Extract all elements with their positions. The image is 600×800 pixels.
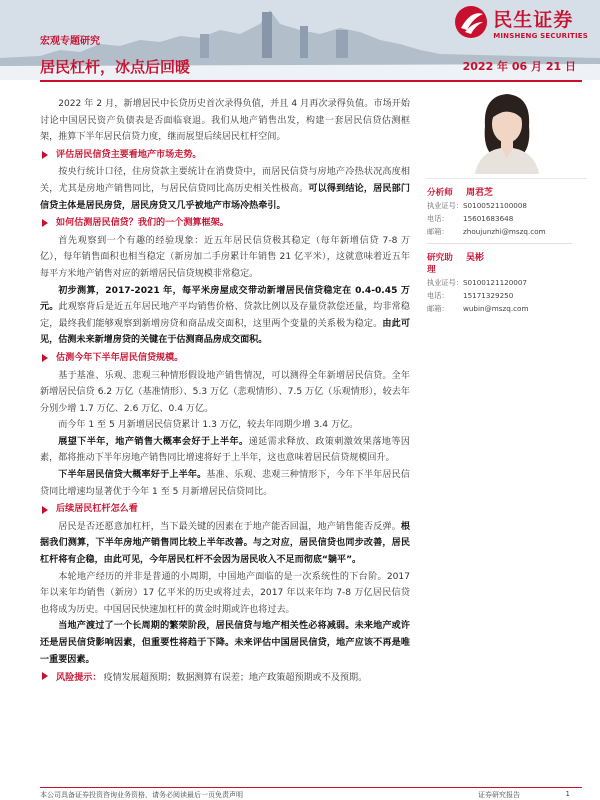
triangle-bullet-icon bbox=[42, 354, 48, 362]
triangle-bullet-icon bbox=[42, 506, 48, 514]
section-4-paragraph-3: 当地产渡过了一个长周期的繁荣阶段，居民信贷与地产相关性必将减弱。未来地产或许还是居民信贷影响因素，但重要性将趋于下降。未来评估中国居民信贷，地产应该不再是唯一重要因素。 bbox=[40, 621, 410, 665]
analyst-portrait-icon bbox=[451, 86, 563, 174]
report-title: 居民杠杆，冰点后回暖 bbox=[40, 58, 191, 76]
section-heading-3: 估测今年下半年居民信贷规模。 bbox=[40, 350, 410, 367]
assistant-name: 吴彬 bbox=[466, 253, 485, 263]
triangle-bullet-icon bbox=[42, 219, 48, 227]
email-label: 邮箱： bbox=[427, 304, 449, 313]
intro-paragraph: 2022 年 2 月，新增居民中长贷历史首次录得负值，并且 4 月再次录得负值。市场开始讨论中国居民资产负债表是否面临衰退。我们从地产销售出发，构建一套居民信贷估测框架，推算下半年居民信贷力度，继而展望后续居民杠杆空间。 bbox=[40, 99, 410, 143]
section-heading-4: 后续居民杠杆怎么看 bbox=[40, 501, 410, 518]
risk-warning bbox=[40, 670, 410, 687]
header-banner bbox=[0, 0, 600, 80]
page-number: 1 bbox=[565, 790, 570, 798]
cert-label: 执业证号： bbox=[427, 201, 463, 210]
section-2-paragraph-1: 首先观察到一个有趣的经验现象：近五年居民信贷极其稳定（每年新增信贷 7-8 万亿），每年销售面积也相当稳定（新房加二手房累计年销售 21 亿平米），这就意味着近五年每平方米地产销售对应的新增居民信贷规模非常稳定。 bbox=[40, 235, 410, 279]
footer-disclaimer: 本公司具备证券投资咨询业务资格，请务必阅读最后一页免责声明 bbox=[40, 791, 243, 799]
brand-name-en: MINSHENG SECURITIES bbox=[493, 31, 588, 40]
phone-label: 电话： bbox=[427, 291, 449, 300]
phone-label: 电话： bbox=[427, 214, 449, 223]
author-sidebar bbox=[427, 86, 587, 317]
section-1-paragraph: 按央行统计口径，住房贷款主要统计在消费贷中，而居民信贷与房地产冷热状况高度相关，尤其是房地产销售同比，与居民信贷同比高历史相关性极高。可以得到结论，居民部门信贷主体是居民房贷，居民房贷又几乎被地产市场冷热牵引。 bbox=[40, 167, 410, 211]
section-4-paragraph-2: 本轮地产经历的并非是普通的小周期，中国地产面临的是一次系统性的下台阶。2017 年以来年均销售（新房）17 亿平米的历史或将过去，2017 年以来年均 7-8 万亿居民信贷也将成为历史。中国居民快速加杠杆的黄金时期或许也将过去。 bbox=[40, 571, 410, 615]
assistant-cert: S0100121120007 bbox=[463, 278, 528, 287]
brand-name-cn: 民生证券 bbox=[493, 8, 574, 31]
triangle-bullet-icon bbox=[42, 151, 48, 159]
analyst-info bbox=[427, 178, 587, 237]
header-divider bbox=[40, 80, 582, 82]
analyst-photo bbox=[451, 86, 563, 174]
risk-text: 疫情发展超预期；数据测算有误差；地产政策超预期或不及预期。 bbox=[103, 673, 368, 684]
section-3-paragraph-4: 下半年居民信贷大概率好于上半年。基准、乐观、悲观三种情形下，今年下半年居民信贷同比增速均显著优于今年 1 至 5 月新增居民信贷同比。 bbox=[40, 470, 410, 497]
sidebar-divider bbox=[427, 243, 572, 244]
minsheng-logo-mark-icon bbox=[453, 4, 489, 40]
footer-divider bbox=[40, 787, 582, 788]
report-type: 宏观专题研究 bbox=[40, 36, 100, 47]
email-label: 邮箱： bbox=[427, 227, 449, 236]
section-heading-1: 评估居民信贷主要看地产市场走势。 bbox=[40, 147, 410, 164]
assistant-info bbox=[427, 250, 587, 314]
section-heading-2: 如何估测居民信贷？我们的一个测算框架。 bbox=[40, 215, 410, 232]
assistant-phone: 15171329250 bbox=[463, 291, 514, 300]
section-2-paragraph-2: 初步测算，2017-2021 年，每平米房屋成交带动新增居民信贷稳定在 0.4-0.45 万元。此观察背后是近五年居民地产平均销售价格、贷款比例以及存量贷款偿还量，均非常稳定，最终我们能够观察到新增房贷和商品成交面积，这里两个变量的关系极为稳定。由此可见，估测未来新增房贷的关键在于估测商品房成交面积。 bbox=[40, 285, 410, 346]
analyst-email[interactable]: zhoujunzhi@mszq.com bbox=[463, 227, 546, 236]
assistant-role: 研究助理 bbox=[427, 253, 453, 275]
section-4-paragraph-1: 居民是否还愿意加杠杆，当下最关键的因素在于地产能否回温，地产销售能否反弹。根据我们测算，下半年房地产销售同比较上半年改善。与之对应，居民信贷也同步改善，居民杠杆将有企稳，由此可见，今年居民杠杆不会因为居民收入不足而彻底“躺平”。 bbox=[40, 521, 410, 566]
analyst-phone: 15601683648 bbox=[463, 214, 514, 223]
section-3-paragraph-3: 展望下半年，地产销售大概率会好于上半年。递延需求释放、政策刺激效果落地等因素，都将推动下半年房地产销售同比增速将好于上半年，这也意味着居民信贷规模回升。 bbox=[40, 436, 410, 464]
section-3-paragraph-2: 而今年 1 至 5 月新增居民信贷累计 1.3 万亿，较去年同期少增 3.4 万亿。 bbox=[58, 420, 359, 431]
risk-label: 风险提示： bbox=[56, 673, 102, 684]
report-date: 2022 年 06 月 21 日 bbox=[462, 60, 576, 73]
analyst-role: 分析师 bbox=[427, 188, 453, 198]
analyst-cert: S0100521100008 bbox=[463, 201, 528, 210]
minsheng-logo bbox=[453, 4, 588, 40]
section-3-paragraph-1: 基于基准、乐观、悲观三种情形假设地产销售情况，可以测得全年新增居民信贷。全年新增居民信贷 6.2 万亿（基准情形）、5.3 万亿（悲观情形）、7.5 万亿（乐观情形），较去年分别少增 1.7 万亿、2.6 万亿、0.4 万亿。 bbox=[40, 370, 410, 414]
assistant-email[interactable]: wubin@mszq.com bbox=[463, 304, 529, 313]
footer-doc-type: 证券研究报告 bbox=[478, 791, 520, 799]
analyst-name: 周君芝 bbox=[466, 188, 494, 198]
cert-label: 执业证号： bbox=[427, 278, 463, 287]
report-body bbox=[40, 96, 410, 687]
triangle-bullet-icon bbox=[42, 672, 48, 680]
